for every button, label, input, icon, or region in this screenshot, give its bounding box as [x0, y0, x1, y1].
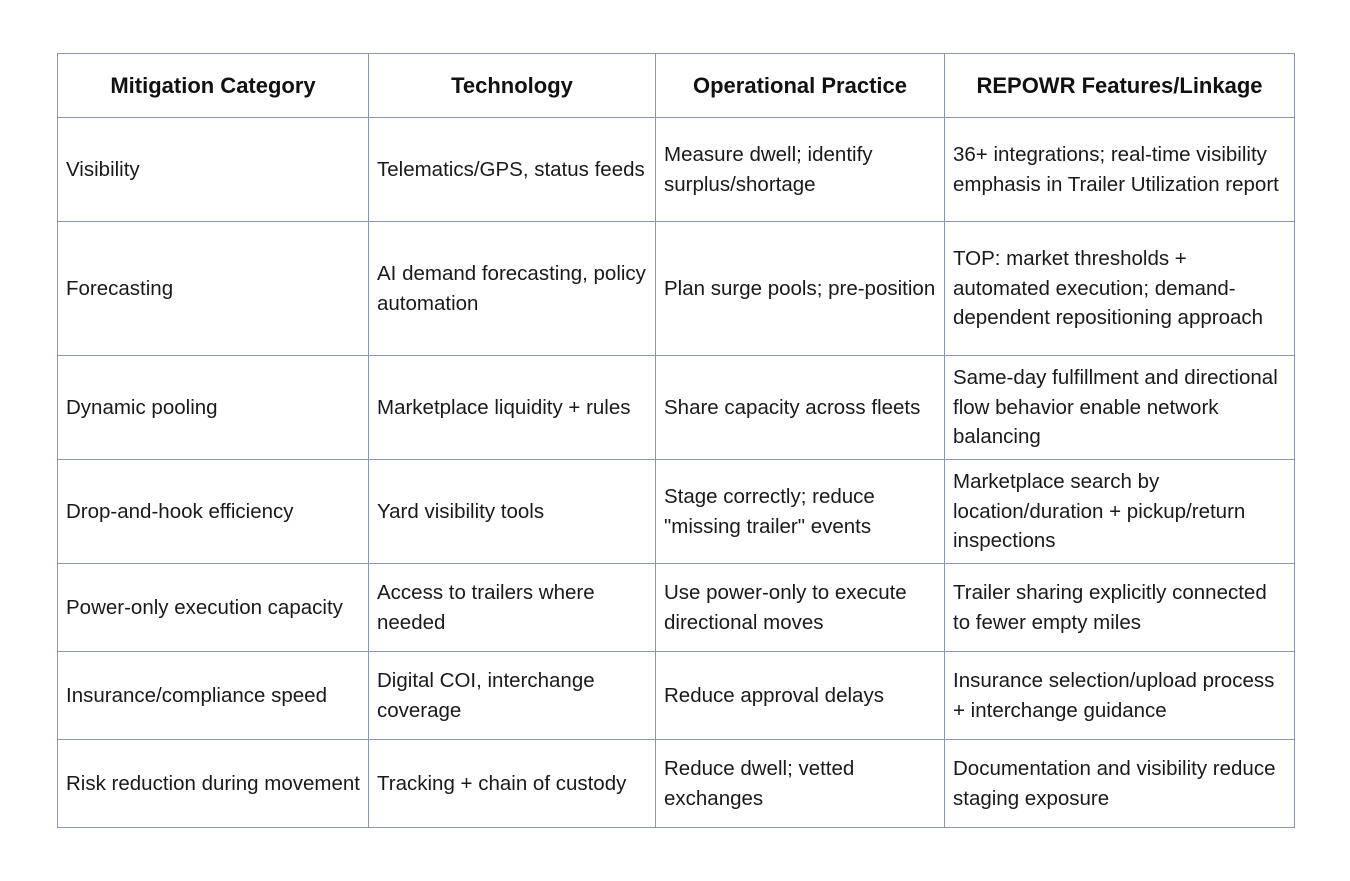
cell-technology: Digital COI, interchange coverage: [369, 652, 656, 740]
table-body: [58, 118, 1295, 828]
table-row: [58, 118, 1295, 222]
cell-category: Visibility: [58, 118, 369, 222]
cell-practice: Use power-only to execute directional moves: [656, 564, 945, 652]
cell-practice: Measure dwell; identify surplus/shortage: [656, 118, 945, 222]
cell-technology: Marketplace liquidity + rules: [369, 356, 656, 460]
cell-technology: Access to trailers where needed: [369, 564, 656, 652]
cell-category: Forecasting: [58, 222, 369, 356]
cell-technology: Tracking + chain of custody: [369, 740, 656, 828]
table-row: [58, 652, 1295, 740]
cell-category: Power-only execution capacity: [58, 564, 369, 652]
table-row: [58, 460, 1295, 564]
cell-practice: Reduce approval delays: [656, 652, 945, 740]
cell-features: Documentation and visibility reduce staging exposure: [945, 740, 1295, 828]
header-technology: Technology: [369, 54, 656, 118]
table-row: [58, 356, 1295, 460]
cell-features: Same-day fulfillment and directional flow behavior enable network balancing: [945, 356, 1295, 460]
cell-features: Insurance selection/upload process + interchange guidance: [945, 652, 1295, 740]
cell-features: TOP: market thresholds + automated execution; demand-dependent repositioning approach: [945, 222, 1295, 356]
cell-features: 36+ integrations; real-time visibility emphasis in Trailer Utilization report: [945, 118, 1295, 222]
header-operational-practice: Operational Practice: [656, 54, 945, 118]
cell-practice: Plan surge pools; pre-position: [656, 222, 945, 356]
header-mitigation-category: Mitigation Category: [58, 54, 369, 118]
cell-features: Marketplace search by location/duration + pickup/return inspections: [945, 460, 1295, 564]
cell-technology: Yard visibility tools: [369, 460, 656, 564]
cell-technology: AI demand forecasting, policy automation: [369, 222, 656, 356]
table-row: [58, 740, 1295, 828]
cell-category: Drop-and-hook efficiency: [58, 460, 369, 564]
mitigation-table: [57, 53, 1295, 828]
cell-technology: Telematics/GPS, status feeds: [369, 118, 656, 222]
table-row: [58, 222, 1295, 356]
table-header: [58, 54, 1295, 118]
cell-practice: Reduce dwell; vetted exchanges: [656, 740, 945, 828]
header-repowr-features: REPOWR Features/Linkage: [945, 54, 1295, 118]
cell-features: Trailer sharing explicitly connected to fewer empty miles: [945, 564, 1295, 652]
header-row: [58, 54, 1295, 118]
table-row: [58, 564, 1295, 652]
cell-practice: Share capacity across fleets: [656, 356, 945, 460]
cell-category: Risk reduction during movement: [58, 740, 369, 828]
cell-category: Dynamic pooling: [58, 356, 369, 460]
cell-category: Insurance/compliance speed: [58, 652, 369, 740]
cell-practice: Stage correctly; reduce "missing trailer" events: [656, 460, 945, 564]
